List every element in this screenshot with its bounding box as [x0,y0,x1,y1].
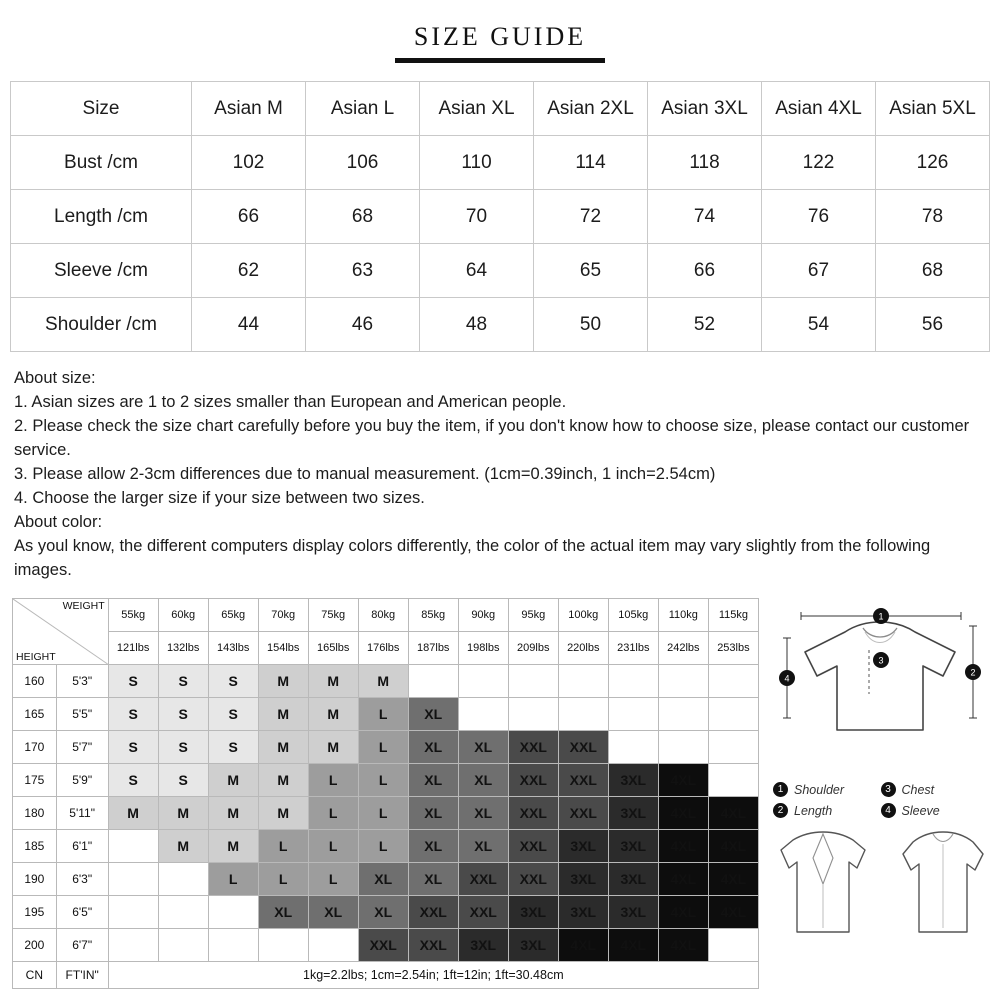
matrix-weight-kg: 115kg [708,599,758,632]
matrix-size-cell [108,896,158,929]
matrix-size-cell: XXL [558,797,608,830]
matrix-height-cm: 185 [13,830,57,863]
matrix-size-cell [208,929,258,962]
measurement-cell: 46 [306,298,420,352]
row-label: Shoulder /cm [11,298,192,352]
matrix-weight-kg: 105kg [608,599,658,632]
measurement-cell: 56 [876,298,990,352]
matrix-size-cell: M [158,830,208,863]
measurement-cell: 68 [876,244,990,298]
matrix-size-cell: S [108,698,158,731]
matrix-size-cell [458,665,508,698]
svg-text:2: 2 [970,667,976,678]
matrix-row [13,764,759,797]
matrix-size-cell: XL [408,764,458,797]
matrix-size-cell: XL [308,896,358,929]
matrix-size-cell: 3XL [508,896,558,929]
matrix-size-cell: L [208,863,258,896]
matrix-row [13,698,759,731]
matrix-size-cell: 4XL [708,863,758,896]
matrix-size-cell: L [358,731,408,764]
matrix-size-cell: L [258,830,308,863]
matrix-size-cell: XL [408,731,458,764]
legend-label-length: Length [794,803,833,818]
matrix-size-cell [708,665,758,698]
matrix-size-cell: M [258,764,308,797]
matrix-size-cell: M [358,665,408,698]
matrix-height-ft: 5'7" [56,731,108,764]
matrix-size-cell: L [358,830,408,863]
matrix-height-ft: 6'7" [56,929,108,962]
matrix-size-cell: L [308,830,358,863]
matrix-weight-kg: 60kg [158,599,208,632]
measurement-cell: 67 [762,244,876,298]
matrix-weight-kg: 95kg [508,599,558,632]
header-cell-size-2: Asian L [306,82,420,136]
matrix-size-cell: 3XL [608,896,658,929]
matrix-size-cell: M [308,698,358,731]
matrix-size-cell: S [108,665,158,698]
matrix-weight-lbs: 154lbs [258,632,308,665]
legend-item [881,803,989,818]
measurement-cell: 70 [420,190,534,244]
matrix-size-cell: XXL [508,764,558,797]
matrix-size-cell: 3XL [558,830,608,863]
matrix-size-cell: M [258,665,308,698]
title-underline [395,58,605,63]
matrix-weight-lbs: 198lbs [458,632,508,665]
matrix-size-cell: 4XL [708,830,758,863]
matrix-size-cell [658,665,708,698]
page-title: SIZE GUIDE [413,22,587,51]
matrix-weight-kg: 90kg [458,599,508,632]
measurement-cell: 44 [192,298,306,352]
matrix-size-cell: 4XL [658,929,708,962]
legend-dot-4: 4 [881,803,896,818]
table-row [11,136,990,190]
matrix-weight-lbs: 143lbs [208,632,258,665]
matrix-weight-lbs: 165lbs [308,632,358,665]
legend-dot-2: 2 [773,803,788,818]
matrix-size-cell [608,698,658,731]
matrix-weight-lbs: 242lbs [658,632,708,665]
matrix-height-ft: 5'5" [56,698,108,731]
measurement-cell: 54 [762,298,876,352]
measurement-cell: 106 [306,136,420,190]
matrix-size-cell: 3XL [558,896,608,929]
table-row [11,298,990,352]
matrix-size-cell: S [158,764,208,797]
matrix-size-cell: S [158,665,208,698]
matrix-size-cell: 3XL [608,863,658,896]
note-line-4: 4. Choose the larger size if your size between two sizes. [14,489,425,507]
measurement-cell: 118 [648,136,762,190]
matrix-size-cell: XL [408,698,458,731]
header-cell-size-7: Asian 5XL [876,82,990,136]
matrix-row [13,797,759,830]
matrix-size-cell: XL [458,731,508,764]
svg-text:4: 4 [784,673,790,684]
matrix-size-cell [658,698,708,731]
measurement-cell: 114 [534,136,648,190]
matrix-size-cell: 4XL [658,797,708,830]
matrix-size-cell: XL [458,764,508,797]
matrix-height-cm: 165 [13,698,57,731]
matrix-size-cell: 4XL [658,896,708,929]
legend-item [773,782,881,797]
table-row [11,190,990,244]
measurement-cell: 110 [420,136,534,190]
measurement-cell: 74 [648,190,762,244]
matrix-size-cell: 4XL [558,929,608,962]
matrix-size-cell: L [308,797,358,830]
matrix-size-cell [708,698,758,731]
page-title-block [0,0,1000,63]
matrix-size-cell [108,929,158,962]
matrix-height-cm: 175 [13,764,57,797]
matrix-corner-cell [13,599,109,665]
about-size-heading: About size: [14,369,96,387]
header-cell-size-6: Asian 4XL [762,82,876,136]
matrix-size-cell [658,731,708,764]
matrix-size-cell: XXL [508,830,558,863]
matrix-size-cell: L [358,698,408,731]
measurement-cell: 48 [420,298,534,352]
matrix-size-cell: XL [458,830,508,863]
matrix-size-cell: XL [408,830,458,863]
matrix-size-cell [558,665,608,698]
matrix-weight-lbs: 231lbs [608,632,658,665]
matrix-weight-lbs: 121lbs [108,632,158,665]
matrix-size-cell: S [208,665,258,698]
matrix-size-cell: S [158,698,208,731]
matrix-size-cell: XXL [558,764,608,797]
size-guide-table [10,81,990,352]
matrix-size-cell: XXL [508,731,558,764]
matrix-footer-ftin: FT'IN" [56,962,108,989]
legend-label-shoulder: Shoulder [794,782,845,797]
jacket-shirt-diagram [773,824,988,944]
measurement-cell: 63 [306,244,420,298]
header-cell-size-3: Asian XL [420,82,534,136]
matrix-size-cell: XXL [558,731,608,764]
measurement-cell: 76 [762,190,876,244]
header-cell-size-4: Asian 2XL [534,82,648,136]
matrix-size-cell: 3XL [608,830,658,863]
matrix-size-cell: XL [358,896,408,929]
measurement-cell: 78 [876,190,990,244]
matrix-size-cell: M [208,830,258,863]
matrix-row [13,929,759,962]
note-line-3: 3. Please allow 2-3cm differences due to manual measurement. (1cm=0.39inch, 1 inch=2.54cm) [14,465,716,483]
header-cell-size-5: Asian 3XL [648,82,762,136]
matrix-size-cell: 3XL [458,929,508,962]
matrix-height-ft: 6'1" [56,830,108,863]
matrix-row [13,830,759,863]
matrix-size-cell: 4XL [608,929,658,962]
matrix-height-ft: 6'3" [56,863,108,896]
matrix-size-cell: S [108,731,158,764]
legend-label-sleeve: Sleeve [901,803,940,818]
measurement-cell: 66 [648,244,762,298]
matrix-size-cell [158,929,208,962]
matrix-size-cell: S [208,731,258,764]
matrix-weight-kg: 65kg [208,599,258,632]
measurement-cell: 65 [534,244,648,298]
matrix-row [13,731,759,764]
matrix-weight-lbs: 209lbs [508,632,558,665]
matrix-size-cell: XXL [458,896,508,929]
matrix-height-cm: 195 [13,896,57,929]
measurement-cell: 122 [762,136,876,190]
matrix-row [13,665,759,698]
matrix-size-cell: XL [358,863,408,896]
matrix-size-cell: M [208,764,258,797]
legend-item [881,782,989,797]
matrix-weight-lbs: 253lbs [708,632,758,665]
matrix-size-cell: L [308,764,358,797]
matrix-size-cell: XXL [508,797,558,830]
matrix-size-cell [408,665,458,698]
matrix-size-cell: 4XL [658,764,708,797]
matrix-height-ft: 5'11" [56,797,108,830]
matrix-height-cm: 180 [13,797,57,830]
about-color-heading: About color: [14,513,103,531]
matrix-size-cell [458,698,508,731]
row-label: Bust /cm [11,136,192,190]
matrix-size-cell [208,896,258,929]
matrix-size-cell: XL [458,797,508,830]
measurement-cell: 126 [876,136,990,190]
matrix-weight-kg: 85kg [408,599,458,632]
matrix-row [13,863,759,896]
matrix-size-cell: 4XL [658,830,708,863]
matrix-weight-kg: 70kg [258,599,308,632]
measurement-cell: 62 [192,244,306,298]
matrix-weight-lbs: 176lbs [358,632,408,665]
sweater-measure-diagram [773,598,988,773]
matrix-size-cell: M [158,797,208,830]
matrix-header-row-kg [13,599,759,632]
matrix-size-cell [258,929,308,962]
matrix-weight-kg: 100kg [558,599,608,632]
measurement-cell: 102 [192,136,306,190]
matrix-footer-cn: CN [13,962,57,989]
matrix-size-cell: M [258,797,308,830]
measurement-cell: 68 [306,190,420,244]
matrix-weight-lbs: 187lbs [408,632,458,665]
matrix-size-cell: L [258,863,308,896]
matrix-size-cell [108,863,158,896]
matrix-size-cell: M [108,797,158,830]
matrix-size-cell: XL [408,797,458,830]
row-label: Length /cm [11,190,192,244]
matrix-header-row-lbs [13,632,759,665]
matrix-size-cell: XXL [408,896,458,929]
matrix-weight-lbs: 132lbs [158,632,208,665]
bottom-section [12,598,988,989]
matrix-size-cell: L [358,797,408,830]
measurement-cell: 52 [648,298,762,352]
matrix-size-cell: 3XL [608,797,658,830]
matrix-height-cm: 160 [13,665,57,698]
matrix-footer-note: 1kg=2.2lbs; 1cm=2.54in; 1ft=12in; 1ft=30.48cm [108,962,758,989]
matrix-size-cell [158,863,208,896]
matrix-size-cell [708,764,758,797]
matrix-weight-kg: 80kg [358,599,408,632]
matrix-weight-label: WEIGHT [62,600,105,612]
matrix-size-cell [558,698,608,731]
matrix-size-cell: M [258,731,308,764]
row-label: Sleeve /cm [11,244,192,298]
note-line-2: 2. Please check the size chart carefully before you buy the item, if you don't know how to choose size, please contact our customer service. [14,417,970,459]
note-line-1: 1. Asian sizes are 1 to 2 sizes smaller than European and American people. [14,393,567,411]
matrix-size-cell: M [258,698,308,731]
illustration-column [773,598,988,989]
measurement-cell: 50 [534,298,648,352]
table-row [11,244,990,298]
matrix-size-cell: S [158,731,208,764]
legend-label-chest: Chest [901,782,935,797]
matrix-size-cell: XL [258,896,308,929]
measurement-cell: 66 [192,190,306,244]
matrix-size-cell [608,731,658,764]
matrix-weight-lbs: 220lbs [558,632,608,665]
matrix-size-cell [158,896,208,929]
matrix-row [13,896,759,929]
matrix-size-cell [708,731,758,764]
matrix-size-cell: XXL [408,929,458,962]
measurement-cell: 64 [420,244,534,298]
measure-legend [773,782,988,818]
matrix-size-cell [708,929,758,962]
matrix-size-cell [608,665,658,698]
measurement-cell: 72 [534,190,648,244]
matrix-size-cell [108,830,158,863]
matrix-size-cell: XXL [508,863,558,896]
legend-dot-3: 3 [881,782,896,797]
header-cell-size: Size [11,82,192,136]
matrix-height-cm: 190 [13,863,57,896]
svg-text:1: 1 [878,611,884,622]
matrix-size-cell: 4XL [708,896,758,929]
notes-block [14,366,988,582]
legend-dot-1: 1 [773,782,788,797]
matrix-size-cell: 4XL [658,863,708,896]
matrix-size-cell: M [308,731,358,764]
matrix-size-cell: S [108,764,158,797]
matrix-height-ft: 6'5" [56,896,108,929]
matrix-height-ft: 5'9" [56,764,108,797]
matrix-weight-kg: 110kg [658,599,708,632]
matrix-size-cell: 3XL [608,764,658,797]
header-cell-size-1: Asian M [192,82,306,136]
matrix-size-cell: XXL [458,863,508,896]
matrix-size-cell: 3XL [508,929,558,962]
matrix-height-cm: 200 [13,929,57,962]
matrix-size-cell: L [308,863,358,896]
matrix-size-cell: XL [408,863,458,896]
matrix-size-cell [508,698,558,731]
matrix-weight-kg: 55kg [108,599,158,632]
matrix-size-cell: M [208,797,258,830]
matrix-size-cell [508,665,558,698]
height-weight-matrix [12,598,759,989]
matrix-footer-row [13,962,759,989]
matrix-height-cm: 170 [13,731,57,764]
matrix-size-cell: M [308,665,358,698]
svg-text:3: 3 [878,655,884,666]
about-color-text: As youl know, the different computers display colors differently, the color of the actual item may vary slightly from the following images. [14,537,931,579]
matrix-height-label: HEIGHT [16,651,56,663]
matrix-size-cell: XXL [358,929,408,962]
legend-item [773,803,881,818]
matrix-height-ft: 5'3" [56,665,108,698]
matrix-size-cell [308,929,358,962]
matrix-weight-kg: 75kg [308,599,358,632]
matrix-size-cell: 4XL [708,797,758,830]
matrix-size-cell: L [358,764,408,797]
matrix-size-cell: S [208,698,258,731]
table-header-row [11,82,990,136]
matrix-size-cell: 3XL [558,863,608,896]
